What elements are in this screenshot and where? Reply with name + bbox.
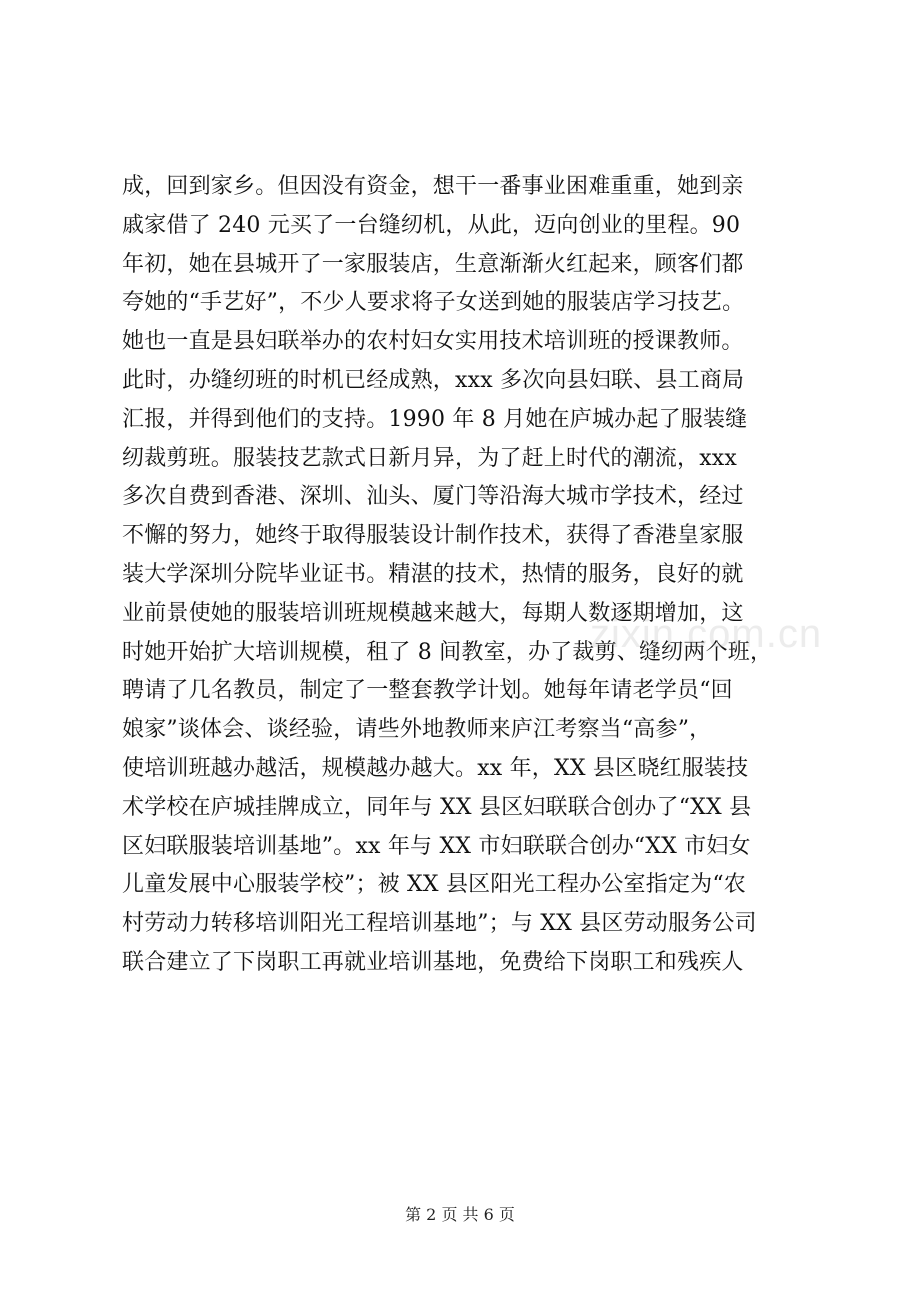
text-line: 术学校在庐城挂牌成立，同年与 XX 县区妇联联合创办了“XX 县 [122, 794, 752, 820]
text-line: 娘家”谈体会、谈经验，请些外地教师来庐江考察当“高参”， [122, 717, 712, 743]
watermark: zixin.com.cn [590, 612, 823, 656]
page-number-footer: 第 2 页 共 6 页 [405, 1205, 515, 1224]
text-line: 村劳动力转移培训阳光工程培训基地”；与 XX 县区劳动服务公司 [122, 911, 757, 937]
text-line: 年初，她在县城开了一家服装店，生意渐渐火红起来，顾客们都 [122, 251, 744, 277]
text-line: 使培训班越办越活，规模越办越大。xx 年，XX 县区晓红服装技 [122, 755, 749, 781]
text-line: 她也一直是县妇联举办的农村妇女实用技术培训班的授课教师。 [122, 329, 744, 355]
text-line: 汇报，并得到他们的支持。1990 年 8 月她在庐城办起了服装缝 [122, 406, 748, 432]
text-line: 装大学深圳分院毕业证书。精湛的技术，热情的服务，良好的就 [122, 561, 744, 587]
text-line: 时她开始扩大培训规模，租了 8 间教室，办了裁剪、缝纫两个班， [122, 639, 773, 665]
text-line: 联合建立了下岗职工再就业培训基地，免费给下岗职工和残疾人 [122, 949, 744, 975]
text-line: 此时，办缝纫班的时机已经成熟，xxx 多次向县妇联、县工商局 [122, 367, 745, 393]
text-line: 成，回到家乡。但因没有资金，想干一番事业困难重重，她到亲 [122, 174, 744, 199]
text-line: 夸她的“手艺好”，不少人要求将子女送到她的服装店学习技艺。 [122, 290, 745, 316]
text-line: 儿童发展中心服装学校”；被 XX 县区阳光工程办公室指定为“农 [122, 872, 747, 898]
text-line: 多次自费到香港、深圳、汕头、厦门等沿海大城市学技术，经过 [122, 484, 744, 510]
body-paragraph [122, 168, 812, 983]
text-line: 聘请了几名教员，制定了一整套教学计划。她每年请老学员“回 [122, 678, 733, 704]
text-line: 戚家借了 240 元买了一台缝纫机，从此，迈向创业的里程。90 [122, 212, 741, 238]
text-line: 区妇联服装培训基地”。xx 年与 XX 市妇联联合创办“XX 市妇女 [122, 833, 751, 859]
text-line: 业前景使她的服装培训班规模越来越大，每期人数逐期增加，这 [122, 600, 744, 626]
text-line: 不懈的努力，她终于取得服装设计制作技术，获得了香港皇家服 [122, 523, 744, 549]
text-line: 纫裁剪班。服装技艺款式日新月异，为了赶上时代的潮流，xxx [122, 445, 738, 471]
